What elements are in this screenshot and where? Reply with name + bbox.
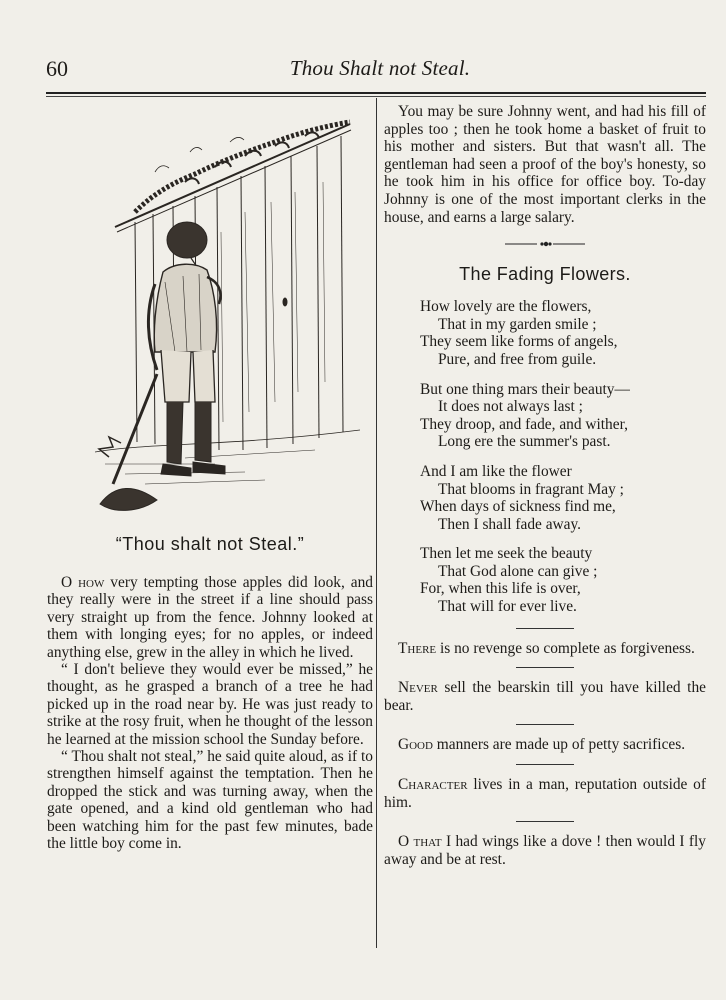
maxim-divider [516, 667, 574, 668]
poem-stanza-1 [420, 298, 706, 368]
poem-line: Pure, and free from guile. [438, 350, 597, 368]
poem-line: That God alone can give ; [438, 562, 598, 580]
story-paragraph-3: “ Thou shalt not steal,” he said quite aloud, as if to strengthen himself against the temptation. Then he dropped the stick and was turning away, when the gate opened, and a kind old gentleman who had been watching him for the past few minutes, bade the little boy come in. [47, 748, 373, 853]
maxim-text: lives in a man, reputation outside of him. [384, 776, 706, 811]
boy-at-fence-illustration [95, 112, 360, 522]
running-title: Thou Shalt not Steal. [289, 56, 471, 80]
story-paragraph-2: “ I don't believe they would ever be missed,” he thought, as he grasped a branch of a tree he had picked up in the road near by. He was just ready to strike at the rosy fruit, when he thought of the lesson he learned at the mission school the Sunday before. [47, 661, 373, 748]
story-title: “Thou shalt not Steal.” [115, 534, 305, 554]
ornament-divider [505, 240, 585, 248]
poem-line: How lovely are the flowers, [420, 298, 592, 316]
maxim-divider [516, 628, 574, 629]
poem-line: Then let me seek the beauty [420, 545, 593, 563]
right-column [384, 103, 706, 868]
poem-line: And I am like the flower [420, 462, 572, 480]
story-p1-rest: very tempting those apples did look, and they really were in the street if a line should pass very straight up from the fence. Johnny looked at them with longing eyes; for no apples, or indeed anything else, grew in the alley in which he lived. [47, 574, 373, 661]
page-number: 60 [46, 56, 68, 81]
maxim-text: is no revenge so complete as forgiveness. [436, 639, 695, 657]
poem-line: But one thing mars their beauty— [420, 380, 630, 398]
poem-title: The Fading Flowers. [459, 264, 631, 285]
column-divider [376, 98, 377, 948]
header-rule-thin [46, 96, 706, 97]
maxim-lead: O that [398, 833, 442, 851]
story-paragraph-4: You may be sure Johnny went, and had his fill of apples too ; then he took home a basket of fruit to his mother and sisters. But that wasn't all. The gentleman had seen a proof of the boy's honesty, so he took him in his office for office boy. To-day Johnny is one of the most important clerks in the house, and earns a large salary. [384, 103, 706, 226]
poem-line: That will for ever live. [438, 598, 577, 616]
maxim-lead: Never [398, 679, 438, 697]
maxim-divider [516, 821, 574, 822]
maxim-3 [384, 736, 706, 754]
poem-line: They droop, and fade, and wither, [420, 415, 628, 433]
poem-stanza-3 [420, 463, 706, 533]
header-rule [46, 92, 706, 94]
maxim-divider [516, 724, 574, 725]
maxim-lead: Character [398, 776, 468, 794]
maxim-5 [384, 833, 706, 868]
poem-line: Then I shall fade away. [438, 515, 582, 533]
left-column [47, 532, 373, 853]
maxim-1 [384, 640, 706, 658]
poem-line: For, when this life is over, [420, 580, 581, 598]
poem-line: It does not always last ; [438, 398, 583, 416]
maxim-2 [384, 679, 706, 714]
maxim-text: I had wings like a dove ! then would I fly away and be at rest. [384, 833, 706, 868]
maxim-lead: There [398, 639, 437, 657]
maxim-text: manners are made up of petty sacrifices. [432, 736, 686, 754]
poem-line: That blooms in fragrant May ; [438, 480, 624, 498]
maxim-divider [516, 764, 574, 765]
maxim-4 [384, 776, 706, 811]
poem-line: They seem like forms of angels, [420, 333, 618, 351]
poem-line: Long ere the summer's past. [438, 433, 611, 451]
poem-stanza-2 [420, 381, 706, 451]
story-p1-lead: O how [61, 574, 105, 591]
story-paragraph-1 [47, 574, 373, 661]
maxim-lead: Good [398, 736, 433, 754]
maxim-text: sell the bearskin till you have killed the bear. [384, 679, 706, 714]
poem-line: That in my garden smile ; [438, 315, 597, 333]
poem-line: When days of sickness find me, [420, 498, 616, 516]
poem-stanza-4 [420, 545, 706, 615]
